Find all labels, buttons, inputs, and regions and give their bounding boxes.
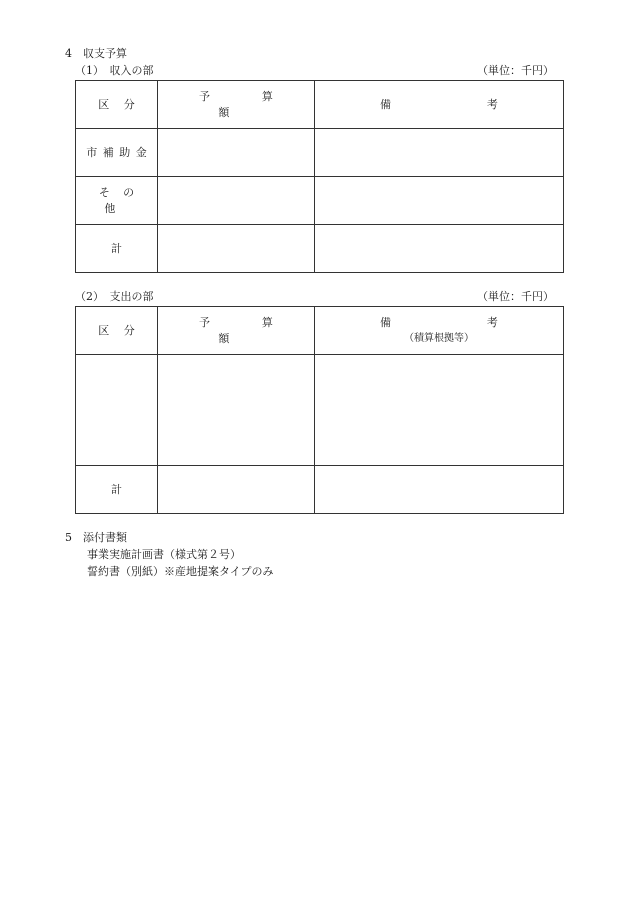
income-row-label: その他 [76,177,158,225]
income-remarks-cell[interactable] [315,129,564,177]
income-header-remarks: 備 考 [315,81,564,129]
attachment-item: 事業実施計画書（様式第２号） [87,548,241,561]
section4-heading: 4 収支予算 [65,47,127,60]
expense-header-category: 区 分 [76,307,158,355]
expense-total-row [76,466,564,514]
income-total-remarks-cell[interactable] [315,225,564,273]
expense-section-title: （2） 支出の部 [75,290,154,303]
expense-unit-label: （単位：千円） [477,290,554,303]
income-budget-cell[interactable] [158,177,315,225]
expense-header-budget: 予 算 額 [158,307,315,355]
income-row-subsidy [76,129,564,177]
income-total-budget-cell[interactable] [158,225,315,273]
expense-header-row [76,307,564,355]
income-row-label: 市補助金 [76,129,158,177]
income-remarks-cell[interactable] [315,177,564,225]
income-table [75,80,564,273]
income-header-budget: 予 算 額 [158,81,315,129]
income-section-title: （1） 収入の部 [75,64,154,77]
expense-detail-row [76,355,564,466]
expense-total-label: 計 [76,466,158,514]
expense-remarks-cell[interactable] [315,355,564,466]
income-header-row [76,81,564,129]
expense-total-remarks-cell[interactable] [315,466,564,514]
expense-header-remarks: 備 考 （積算根拠等） [315,307,564,355]
income-total-label: 計 [76,225,158,273]
expense-budget-cell[interactable] [158,355,315,466]
expense-total-budget-cell[interactable] [158,466,315,514]
income-budget-cell[interactable] [158,129,315,177]
section5-heading: 5 添付書類 [65,531,127,544]
expense-category-cell[interactable] [76,355,158,466]
income-unit-label: （単位：千円） [477,64,554,77]
income-header-category: 区 分 [76,81,158,129]
attachment-item: 誓約書（別紙）※産地提案タイプのみ [87,565,274,578]
income-total-row [76,225,564,273]
expense-table [75,306,564,514]
income-row-other [76,177,564,225]
expense-remarks-note: （積算根拠等） [404,332,474,344]
